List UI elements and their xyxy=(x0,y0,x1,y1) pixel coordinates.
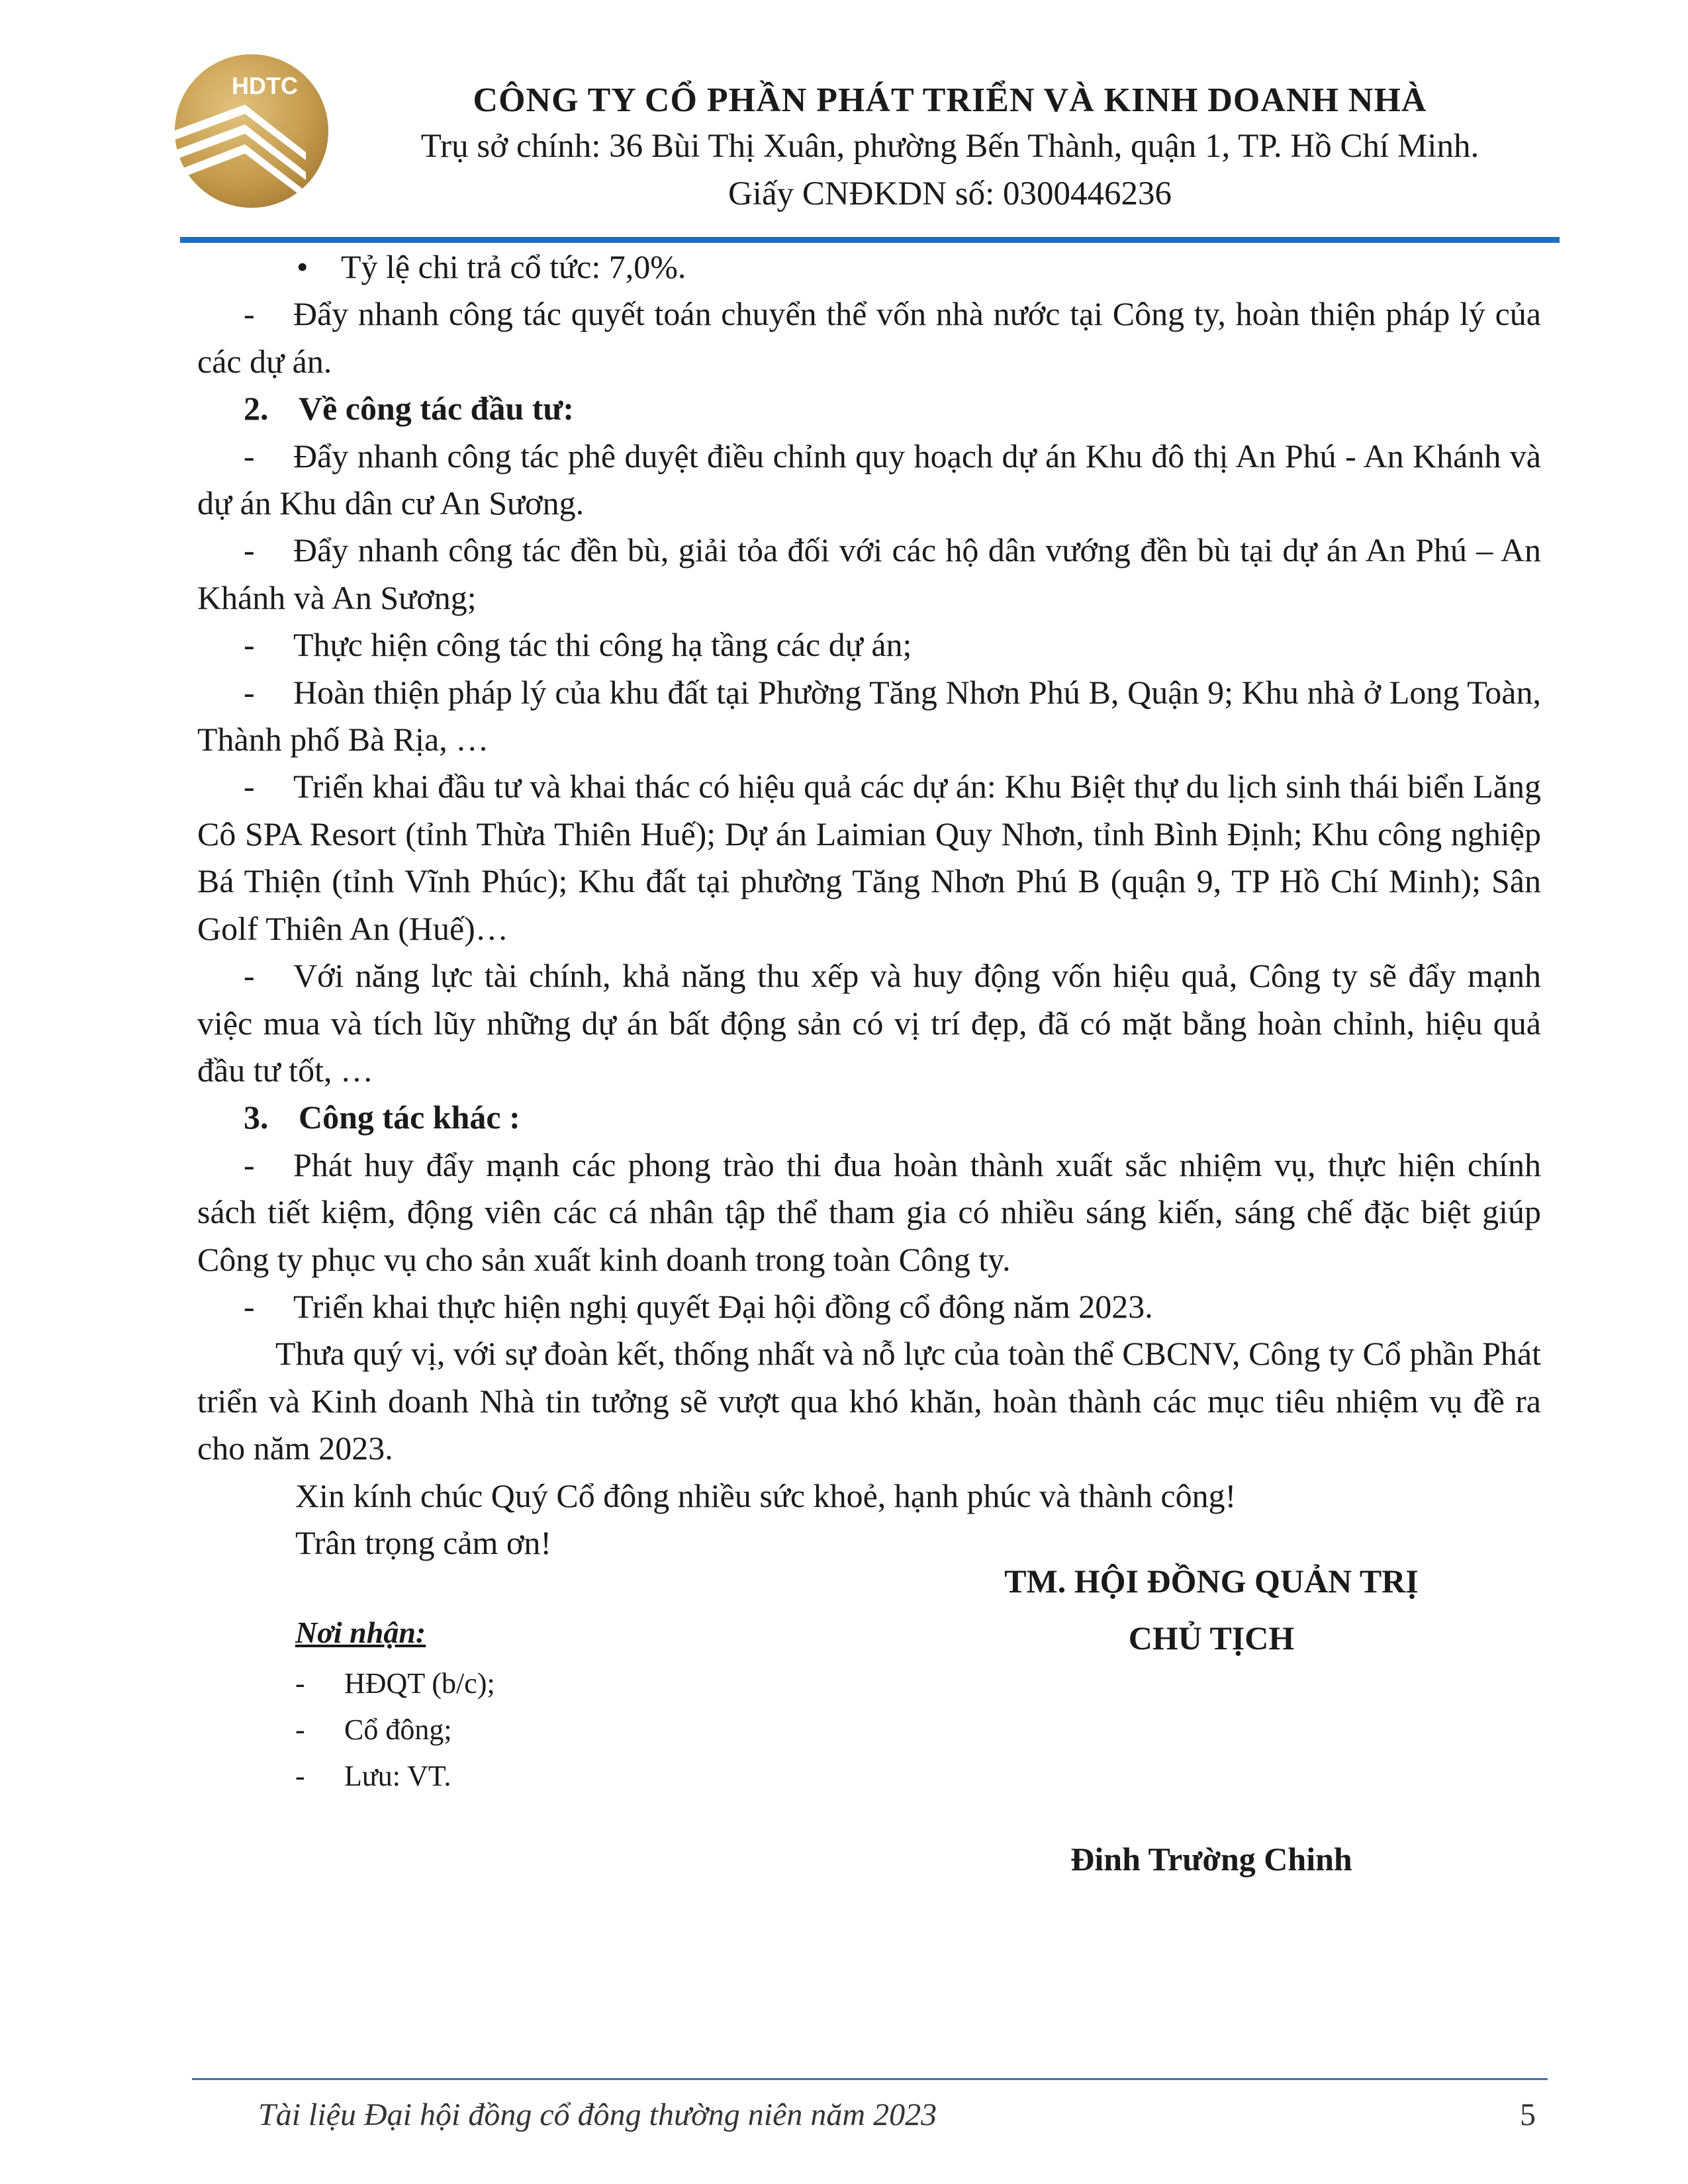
wish-line: Xin kính chúc Quý Cổ đông nhiều sức khoẻ, hạnh phúc và thành công! xyxy=(295,1477,1237,1514)
logo-text: HDTC xyxy=(232,72,298,99)
page-number: 5 xyxy=(1520,2097,1536,2132)
company-name: CÔNG TY CỔ PHẦN PHÁT TRIỂN VÀ KINH DOANH NHÀ xyxy=(473,81,1427,119)
list-item: - Triển khai thực hiện nghị quyết Đại hội đồng cổ đông năm 2023. xyxy=(244,1287,1153,1325)
list-item: - Phát huy đẩy mạnh các phong trào thi đua hoàn thành xuất sắc nhiệm vụ, thực hiện chính sách tiết kiệm, động viên các cá nhân tập thể tham gia có nhiều sáng kiến, sáng chế đặc biệt giúp Công ty phục vụ cho sản xuất kinh doanh trong toàn Công ty. xyxy=(197,1146,1541,1278)
dividend-item: • Tỷ lệ chi trả cổ tức: 7,0%. xyxy=(197,244,1541,291)
list-item: - Đẩy nhanh công tác phê duyệt điều chỉnh quy hoạch dự án Khu đô thị An Phú - An Khánh và dự án Khu dân cư An Sương. xyxy=(197,437,1541,522)
thanks-line: Trân trọng cảm ơn! xyxy=(295,1524,552,1561)
list-item: - Với năng lực tài chính, khả năng thu xếp và huy động vốn hiệu quả, Công ty sẽ đẩy mạnh việc mua và tích lũy những dự án bất động sản có vị trí đẹp, đã có mặt bằng hoàn chỉnh, hiệu quả đầu tư tốt, … xyxy=(197,957,1541,1089)
recipient-item: - Lưu: VT. xyxy=(295,1760,451,1792)
list-item: - Triển khai đầu tư và khai thác có hiệu quả các dự án: Khu Biệt thự du lịch sinh thái biển Lăng Cô SPA Resort (tỉnh Thừa Thiên Huế); Dự án Laimian Quy Nhơn, tỉnh Bình Định; Khu công nghiệp Bá Thiện (tỉnh Vĩnh Phúc); Khu đất tại phường Tăng Nhơn Phú B (quận 9, TP Hồ Chí Minh); Sân Golf Thiên An (Huế)… xyxy=(197,768,1541,947)
company-address: Trụ sở chính: 36 Bùi Thị Xuân, phường Bến Thành, quận 1, TP. Hồ Chí Minh. xyxy=(420,128,1479,165)
list-item: - Đẩy nhanh công tác quyết toán chuyển thể vốn nhà nước tại Công ty, hoàn thiện pháp lý của các dự án. xyxy=(197,295,1541,380)
document-body xyxy=(197,244,1541,1567)
list-item: - Đẩy nhanh công tác đền bù, giải tỏa đối với các hộ dân vướng đền bù tại dự án An Phú – An Khánh và An Sương; xyxy=(197,531,1541,616)
signature-role: CHỦ TỊCH xyxy=(1128,1619,1295,1657)
signature-org: TM. HỘI ĐỒNG QUẢN TRỊ xyxy=(1004,1563,1419,1600)
list-item: - Thực hiện công tác thi công hạ tầng các dự án; xyxy=(244,626,912,664)
section-heading-investment: 2. Về công tác đầu tư: xyxy=(244,390,575,428)
recipient-item: - Cổ đông; xyxy=(295,1713,452,1746)
business-registration: Giấy CNĐKDN số: 0300446236 xyxy=(727,175,1172,212)
signer-name: Đinh Trường Chinh xyxy=(1070,1841,1352,1878)
bullet-icon: • xyxy=(297,248,308,285)
closing-paragraph: Thưa quý vị, với sự đoàn kết, thống nhất và nỗ lực của toàn thể CBCNV, Công ty Cổ phần Phát triển và Kinh doanh Nhà tin tưởng sẽ vượt qua khó khăn, hoàn thành các mục tiêu nhiệm vụ đề ra cho năm 2023. xyxy=(197,1335,1541,1467)
recipients-label: Nơi nhận: xyxy=(295,1615,426,1649)
recipient-item: - HĐQT (b/c); xyxy=(295,1667,495,1700)
header-divider xyxy=(180,237,1560,243)
footer-divider xyxy=(192,2078,1548,2080)
section-heading-other: 3. Công tác khác : xyxy=(244,1099,520,1136)
list-item: - Hoàn thiện pháp lý của khu đất tại Phường Tăng Nhơn Phú B, Quận 9; Khu nhà ở Long Toàn, Thành phố Bà Rịa, … xyxy=(197,673,1541,758)
footer-text: Tài liệu Đại hội đồng cổ đông thường niên năm 2023 xyxy=(258,2097,937,2132)
